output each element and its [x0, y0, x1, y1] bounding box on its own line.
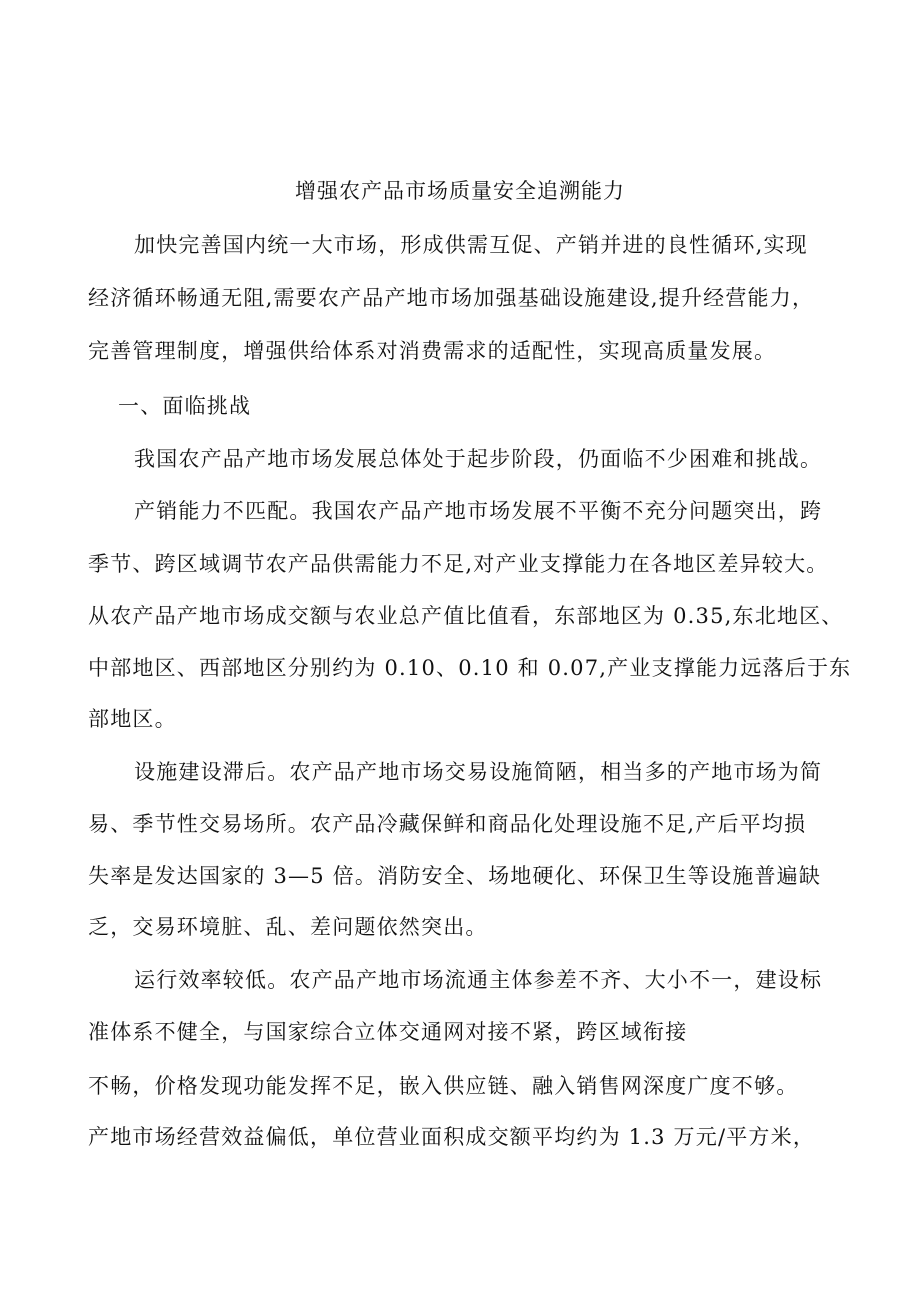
- paragraph-line: 失率是发达国家的 3—5 倍。消防安全、场地硬化、环保卫生等设施普遍缺: [88, 864, 822, 888]
- paragraph-line: 季节、跨区域调节农产品供需能力不足,对产业支撑能力在各地区差异较大。: [88, 552, 829, 576]
- paragraph-line: 设施建设滞后。农产品产地市场交易设施简陋，相当多的产地市场为简: [134, 760, 823, 784]
- paragraph-line: 我国农产品产地市场发展总体处于起步阶段，仍面临不少困难和挑战。: [134, 447, 823, 471]
- paragraph-line: 经济循环畅通无阻,需要农产品产地市场加强基础设施建设,提升经营能力，: [88, 286, 815, 310]
- paragraph-line: 准体系不健全，与国家综合立体交通网对接不紧，跨区域衔接: [88, 1020, 688, 1044]
- paragraph-line: 从农产品产地市场成交额与农业总产值比值看，东部地区为 0.35,东北地区、: [88, 604, 844, 628]
- section-heading: 一、面临挑战: [118, 394, 252, 418]
- document-title: 增强农产品市场质量安全追溯能力: [295, 179, 625, 203]
- paragraph-line: 中部地区、西部地区分别约为 0.10、0.10 和 0.07,产业支撑能力远落后于东: [88, 656, 852, 680]
- paragraph-line: 部地区。: [88, 707, 177, 731]
- paragraph-line: 产地市场经营效益偏低，单位营业面积成交额平均约为 1.3 万元/平方米，: [88, 1125, 816, 1149]
- paragraph-line: 加快完善国内统一大市场，形成供需互促、产销并进的良性循环,实现: [134, 233, 808, 257]
- paragraph-line: 运行效率较低。农产品产地市场流通主体参差不齐、大小不一，建设标: [134, 968, 823, 992]
- paragraph-line: 易、季节性交易场所。农产品冷藏保鲜和商品化处理设施不足,产后平均损: [88, 812, 807, 836]
- paragraph-line: 乏，交易环境脏、乱、差问题依然突出。: [88, 915, 488, 939]
- paragraph-line: 完善管理制度，增强供给体系对消费需求的适配性，实现高质量发展。: [88, 339, 777, 363]
- paragraph-line: 不畅，价格发现功能发挥不足，嵌入供应链、融入销售网深度广度不够。: [88, 1074, 799, 1098]
- paragraph-line: 产销能力不匹配。我国农产品产地市场发展不平衡不充分问题突出，跨: [134, 499, 823, 523]
